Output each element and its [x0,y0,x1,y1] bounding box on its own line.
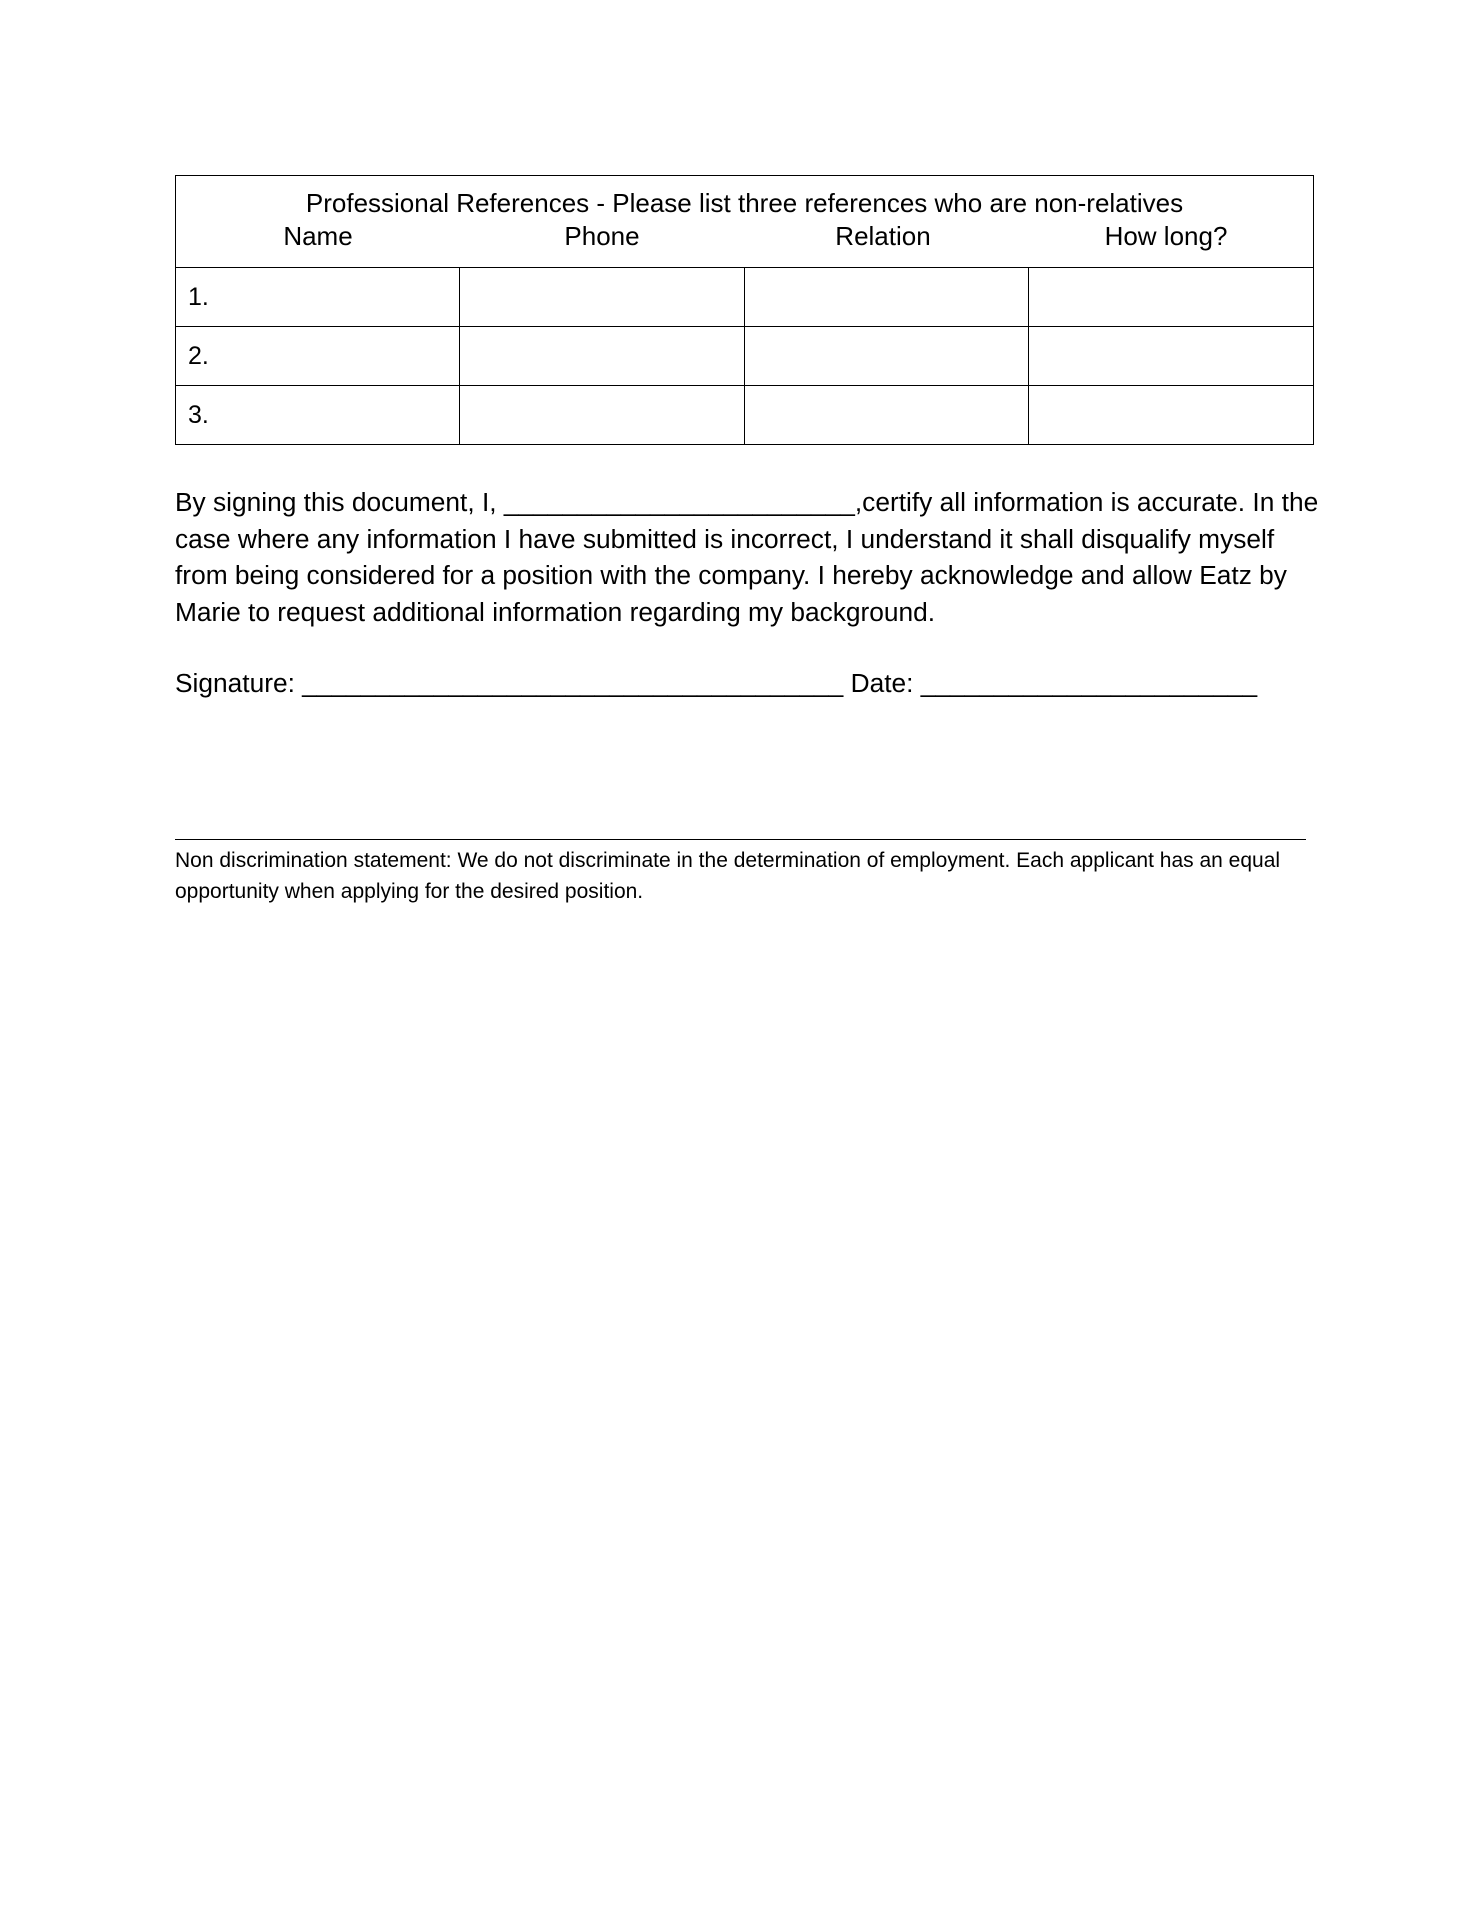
references-table [175,175,1314,445]
reference-name-cell[interactable] [176,386,460,445]
footer-divider [175,839,1306,840]
non-discrimination-statement: Non discrimination statement: We do not discriminate in the determination of employment. Each applicant has an equal opportunity when applying for the desired position. [175,849,1281,903]
table-row [176,268,1314,327]
row-number: 2. [188,342,209,370]
reference-how-long-cell[interactable] [1029,327,1314,386]
reference-how-long-cell[interactable] [1029,268,1314,327]
reference-how-long-cell[interactable] [1029,386,1314,445]
signature-date-line: Signature: _____________________________________ Date: _______________________ [175,668,1258,698]
column-header-phone: Phone [564,221,640,251]
references-title: Professional References - Please list three references who are non-relatives [305,188,1184,218]
column-header-name: Name [283,221,353,251]
reference-relation-cell[interactable] [745,327,1029,386]
reference-relation-cell[interactable] [745,268,1029,327]
reference-name-cell[interactable] [176,268,460,327]
references-header [176,176,1314,268]
reference-name-cell[interactable] [176,327,460,386]
certification-paragraph: By signing this document, I, ________________________,certify all information is accurate. In the case where any information I have submitted is incorrect, I understand it shall disqualify myself from being considered for a position with the company. I hereby acknowledge and allow Eatz by Marie to request additional information regarding my background. [175,487,1319,627]
reference-phone-cell[interactable] [460,386,745,445]
reference-phone-cell[interactable] [460,327,745,386]
reference-phone-cell[interactable] [460,268,745,327]
table-row [176,386,1314,445]
table-row [176,327,1314,386]
column-header-how-long: How long? [1104,221,1228,251]
row-number: 3. [188,401,209,429]
reference-relation-cell[interactable] [745,386,1029,445]
column-header-relation: Relation [835,221,931,251]
references-header-row [176,176,1314,268]
row-number: 1. [188,283,209,311]
